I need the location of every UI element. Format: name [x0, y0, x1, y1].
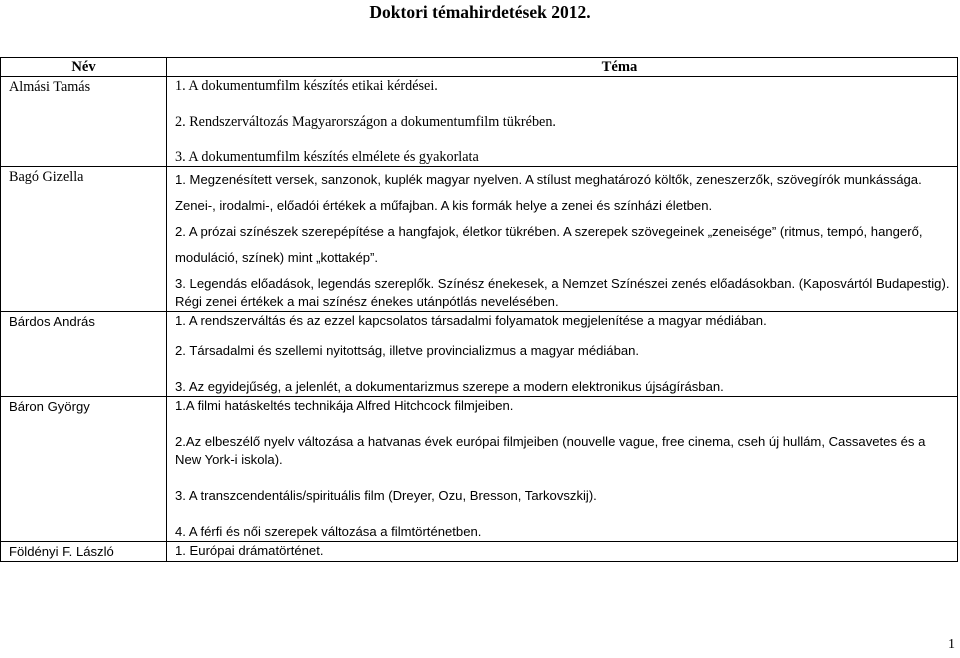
topic-list [167, 397, 958, 542]
name-column-header: Név [1, 58, 167, 77]
topic-list [167, 167, 958, 312]
supervisor-name: Bagó Gizella [1, 167, 167, 312]
topic-item: 1. Európai drámatörténet. [175, 543, 324, 558]
topic-item: 1. A dokumentumfilm készítés etikai kérdései. [175, 78, 438, 94]
table-row [1, 542, 958, 562]
topic-item: 2. Rendszerváltozás Magyarországon a dokumentumfilm tükrében. [175, 114, 556, 130]
topic-list [167, 312, 958, 397]
topic-item: 1.A filmi hatáskeltés technikája Alfred Hitchcock filmjeiben. [175, 398, 514, 413]
topic-item: 3. Legendás előadások, legendás szereplők. Színész énekesek, a Nemzet Színészei zenés előadásokban. (Kaposvártól Budapestig). Régi zenei értékek a mai színész énekes utánpótlás nevelésében. [175, 276, 950, 309]
topic-item: 2. Társadalmi és szellemi nyitottság, illetve provincializmus a magyar médiában. [175, 343, 640, 358]
supervisor-name: Bárdos András [1, 312, 167, 397]
supervisor-name: Almási Tamás [1, 77, 167, 167]
table-row [1, 312, 958, 397]
topic-item: 3. Az egyidejűség, a jelenlét, a dokumentarizmus szerepe a modern elektronikus újságírásban. [175, 379, 724, 394]
table-row [1, 167, 958, 312]
topic-item: 4. A férfi és női szerepek változása a filmtörténetben. [175, 524, 482, 539]
topic-item: 3. A dokumentumfilm készítés elmélete és gyakorlata [175, 149, 479, 165]
topic-item: 1. A rendszerváltás és az ezzel kapcsolatos társadalmi folyamatok megjelenítése a magyar médiában. [175, 313, 767, 328]
topic-item: 3. A transzcendentális/spirituális film (Dreyer, Ozu, Bresson, Tarkovszkij). [175, 488, 597, 503]
supervisor-name: Földényi F. László [1, 542, 167, 562]
topic-item: 2. A prózai színészek szerepépítése a hangfajok, életkor tükrében. A szerepek szövegeinek „zeneisége” (ritmus, tempó, hangerő, moduláció, színek) mint „kottakép”. [175, 224, 923, 265]
table-row [1, 77, 958, 167]
topic-item: 1. Megzenésített versek, sanzonok, kuplék magyar nyelven. A stílust meghatározó költők, zeneszerzők, szövegírók munkássága. Zenei-, irodalmi-, előadói értékek a műfajban. A kis formák helye a zenei és színházi életben. [175, 172, 922, 213]
topic-item: 2.Az elbeszélő nyelv változása a hatvanas évek európai filmjeiben (nouvelle vague, free cinema, cseh új hullám, Cassavetes és a New York-i iskola). [175, 434, 926, 467]
topic-column-header: Téma [167, 58, 958, 77]
topic-list [167, 77, 958, 167]
topics-table [0, 57, 958, 562]
page-number: 1 [948, 637, 955, 652]
table-header-row [1, 58, 958, 77]
table-row [1, 397, 958, 542]
topic-list [167, 542, 958, 562]
page-title: Doktori témahirdetések 2012. [369, 2, 591, 22]
supervisor-name: Báron György [1, 397, 167, 542]
